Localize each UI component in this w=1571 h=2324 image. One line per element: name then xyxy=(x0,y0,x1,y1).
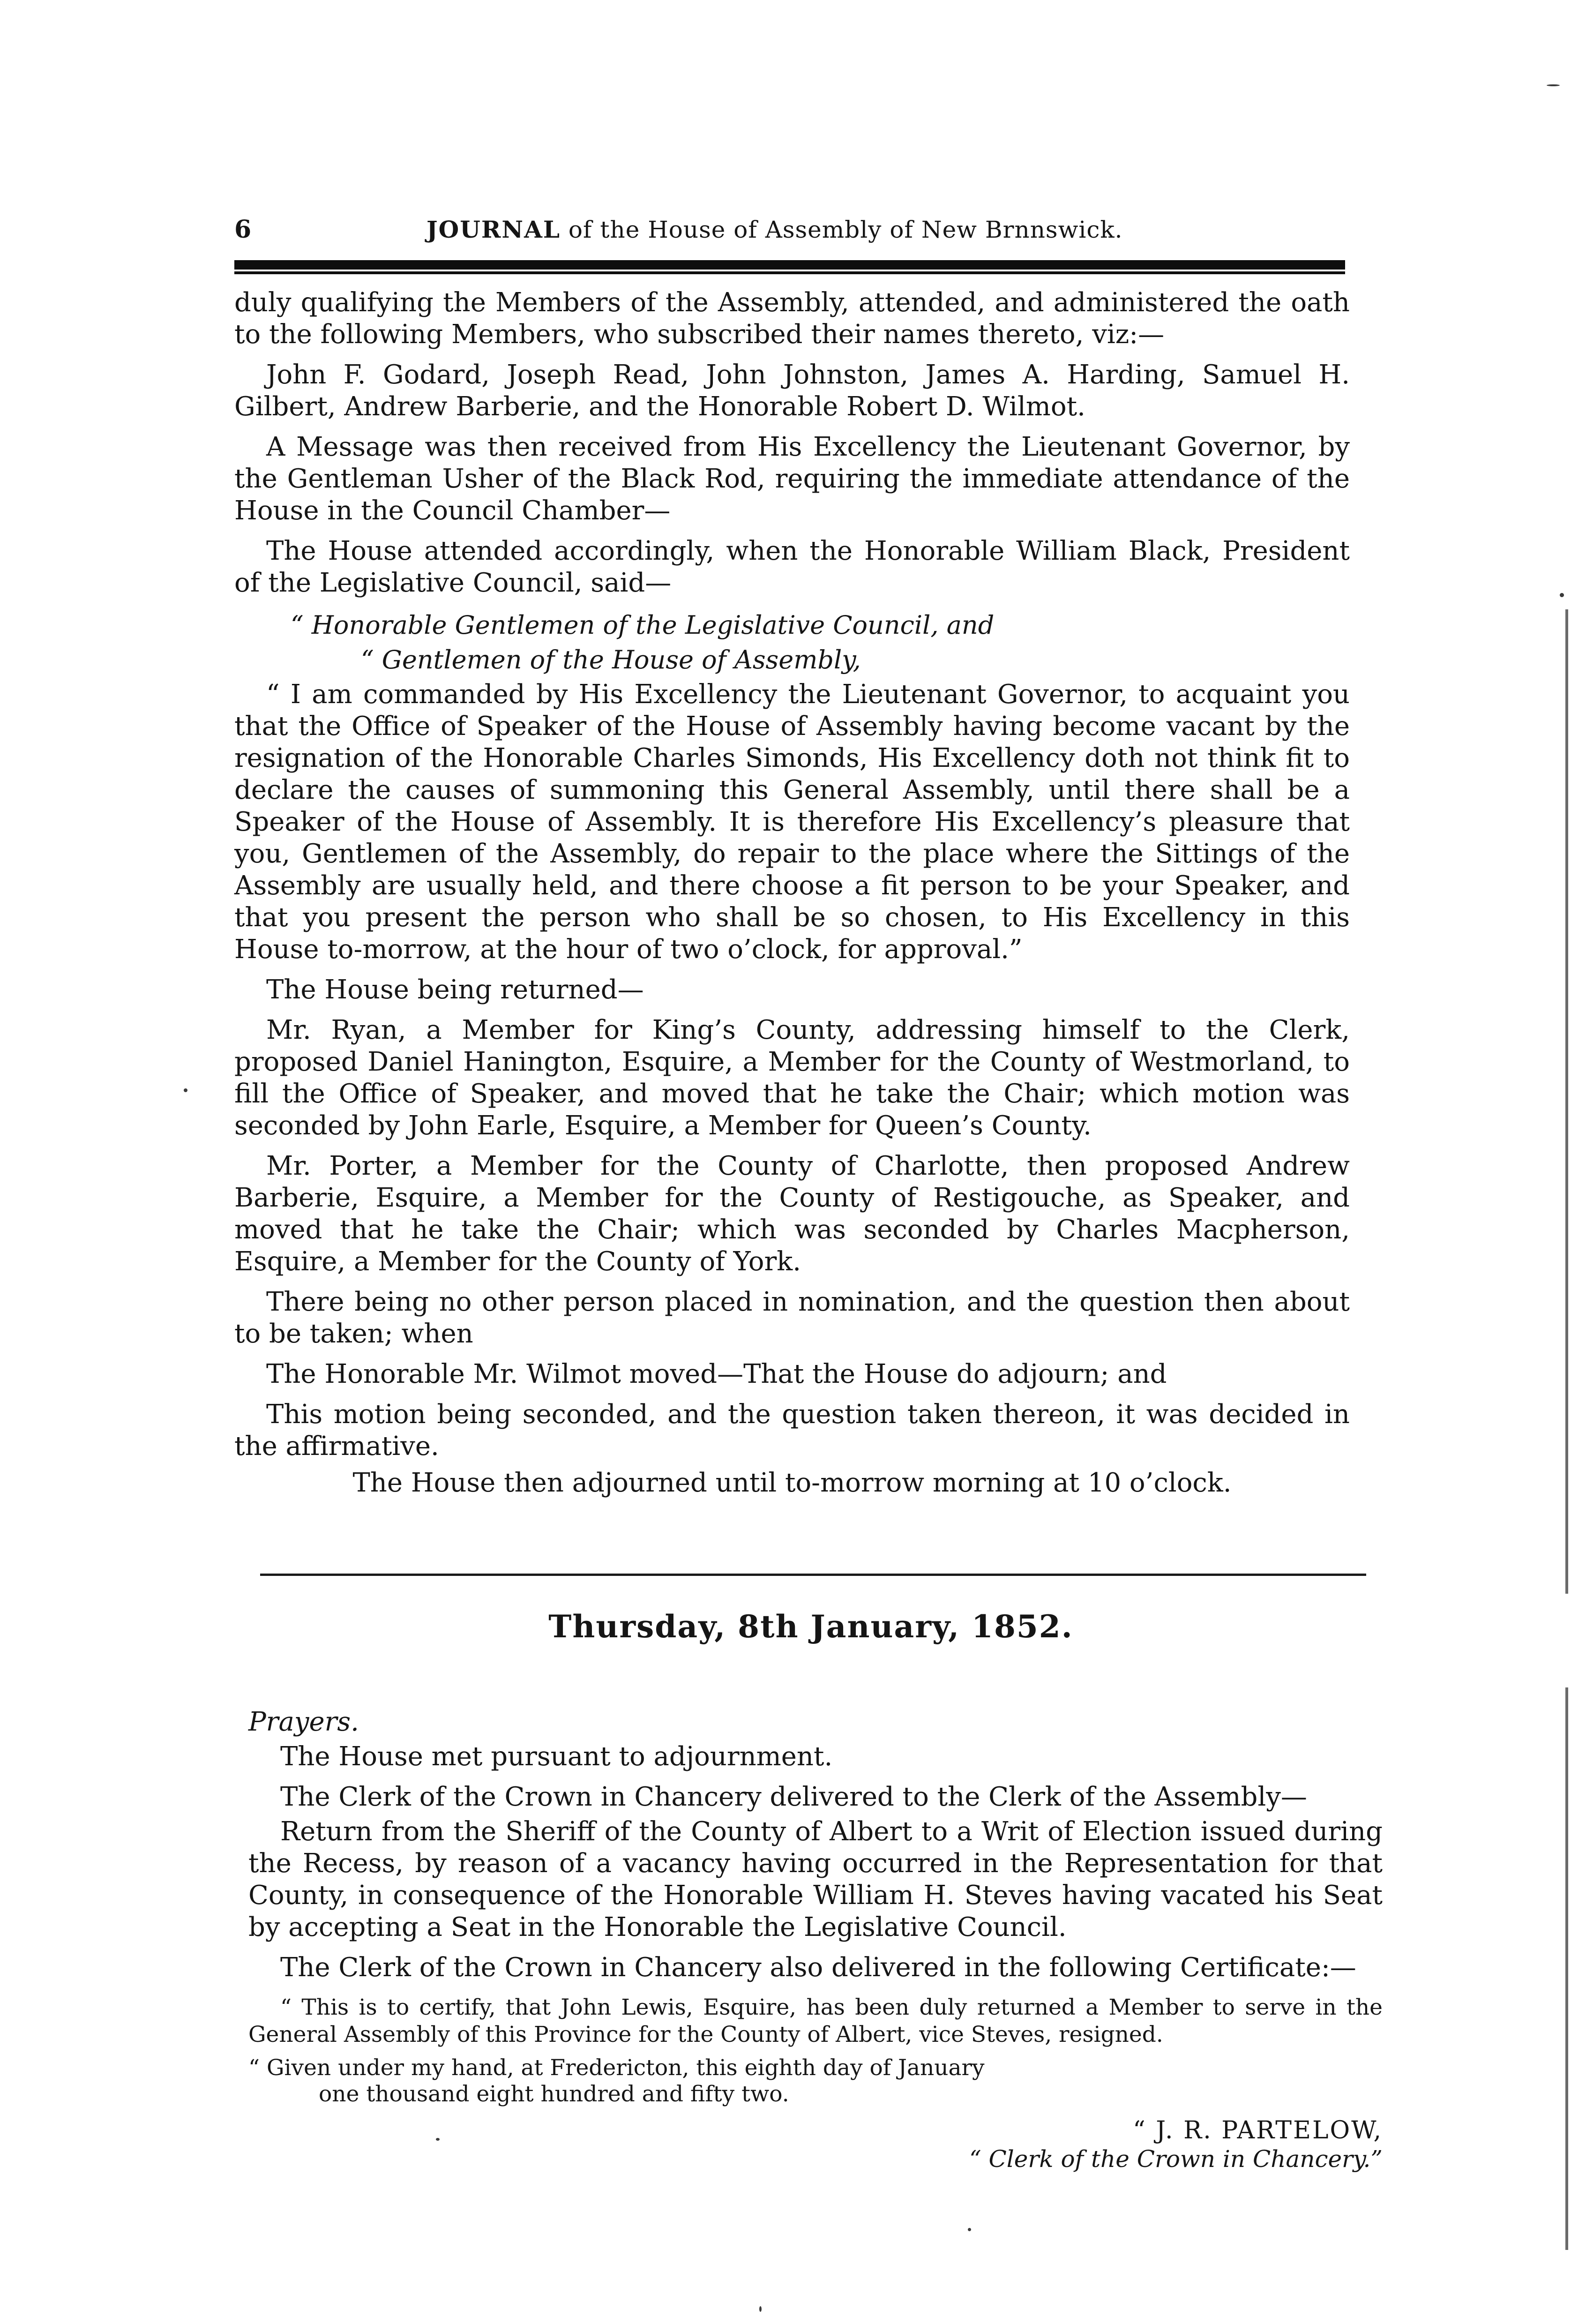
paragraph-clerk-delivered: The Clerk of the Crown in Chancery delivered to the Clerk of the Assembly— xyxy=(280,1782,1307,1812)
proceedings-text xyxy=(234,287,1350,1499)
address-line-assembly: “ Gentlemen of the House of Assembly, xyxy=(361,645,861,675)
page-number: 6 xyxy=(234,215,252,244)
paragraph-wilmot-motion: The Honorable Mr. Wilmot moved—That the House do adjourn; and xyxy=(266,1359,1167,1389)
paragraph-house-met: The House met pursuant to adjournment. xyxy=(280,1741,833,1772)
address-line-council: “ Honorable Gentlemen of the Legislative Council, and xyxy=(291,610,995,640)
print-speck xyxy=(1547,84,1560,86)
paragraph-motion-decided: This motion being seconded, and the question taken thereon, it was decided in the affirmative. xyxy=(234,1399,1350,1462)
given-line-1: “ Given under my hand, at Fredericton, this eighth day of January xyxy=(248,2055,985,2081)
certificate-given-under-hand xyxy=(248,2055,1383,2107)
paragraph-oath: duly qualifying the Members of the Assembly, attended, and administered the oath to the following Members, who subscribed their names thereto, viz:— xyxy=(234,287,1350,350)
certificate-text: “ This is to certify, that John Lewis, Esquire, has been duly returned a Member to serve in the General Assembly of this Province for the County of Albert, vice Steves, resigned. xyxy=(248,1994,1383,2047)
page-edge-shadow xyxy=(1565,1687,1568,2250)
signature-name: “ J. R. PARTELOW, xyxy=(1133,2116,1383,2144)
journal-title-prefix: JOURNAL xyxy=(426,216,561,243)
journal-title-rest: of the House of Assembly of New Brnnswick. xyxy=(561,216,1123,243)
paragraph-certificate-intro: The Clerk of the Crown in Chancery also delivered in the following Certificate:— xyxy=(280,1952,1356,1983)
thursday-proceedings xyxy=(248,1706,1383,2173)
header-rule-thick xyxy=(234,260,1345,270)
paragraph-message: A Message was then received from His Excellency the Lieutenant Governor, by the Gentleman Usher of the Black Rod, requiring the immediate attendance of the House in the Council Chamber— xyxy=(234,432,1350,526)
paragraph-house-attended: The House attended accordingly, when the Honorable William Black, President of the Legislative Council, said— xyxy=(234,536,1350,598)
paragraph-members-sworn: John F. Godard, Joseph Read, John Johnston, James A. Harding, Samuel H. Gilbert, Andrew Barberie, and the Honorable Robert D. Wilmot. xyxy=(234,360,1350,422)
signature-title: “ Clerk of the Crown in Chancery.” xyxy=(969,2145,1383,2173)
paragraph-speech: “ I am commanded by His Excellency the Lieutenant Governor, to acquaint you that the Office of Speaker of the House of Assembly having become vacant by the resignation of the Honorable Charles Simonds, His Excellency doth not think fit to declare the causes of summoning this General Assembly, until there shall be a Speaker of the House of Assembly. It is therefore His Excellency’s pleasure that you, Gentlemen of the Assembly, do repair to the place where the Sittings of the Assembly are usually held, and there choose a fit person to be your Speaker, and that you present the person who shall be so chosen, to His Excellency in this House to-morrow, at the hour of two o’clock, for approval.” xyxy=(234,679,1350,965)
paragraph-no-other-nomination: There being no other person placed in nomination, and the question then about to be taken; when xyxy=(234,1287,1350,1349)
paragraph-house-returned: The House being returned— xyxy=(266,975,644,1005)
section-divider xyxy=(260,1574,1366,1576)
paragraph-adjourned: The House then adjourned until to-morrow morning at 10 o’clock. xyxy=(352,1468,1232,1498)
header-rule-thin xyxy=(234,271,1345,274)
page-edge-shadow xyxy=(1565,609,1568,1594)
paragraph-return-albert: Return from the Sheriff of the County of Albert to a Writ of Election issued during the Recess, by reason of a vacancy having occurred in the Representation for that County, in consequence of the Honorable William H. Steves having vacated his Seat by accepting a Seat in the Honorable the Legislative Council. xyxy=(248,1816,1383,1942)
date-heading: Thursday, 8th January, 1852. xyxy=(548,1608,1073,1645)
print-speck xyxy=(759,2306,762,2312)
print-speck xyxy=(1560,593,1564,597)
running-head xyxy=(234,213,1345,246)
paragraph-porter-proposal: Mr. Porter, a Member for the County of Charlotte, then proposed Andrew Barberie, Esquire, a Member for the County of Restigouche, as Speaker, and moved that he take the Chair; which was seconded by Charles Macpherson, Esquire, a Member for the County of York. xyxy=(234,1151,1350,1277)
paragraph-ryan-proposal: Mr. Ryan, a Member for King’s County, addressing himself to the Clerk, proposed Daniel Hanington, Esquire, a Member for the County of Westmorland, to fill the Office of Speaker, and moved that he take the Chair; which motion was seconded by John Earle, Esquire, a Member for Queen’s County. xyxy=(234,1015,1350,1141)
print-speck xyxy=(436,2138,440,2141)
print-speck xyxy=(184,1088,187,1092)
given-line-2: one thousand eight hundred and fifty two. xyxy=(319,2081,789,2107)
prayers-label: Prayers. xyxy=(248,1707,359,1737)
journal-title xyxy=(426,213,1123,246)
print-speck xyxy=(968,2228,971,2231)
